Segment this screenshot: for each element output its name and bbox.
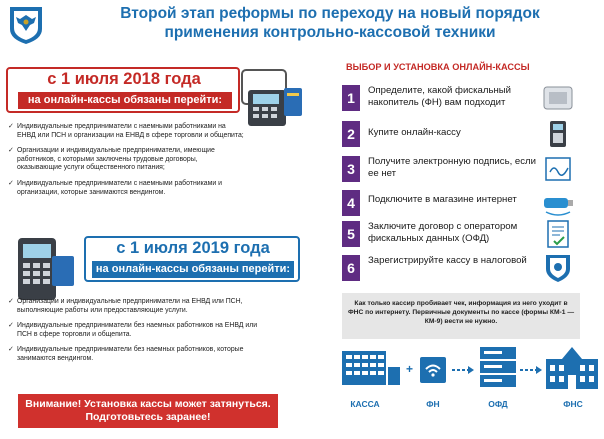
warning-line-2: Подготовьтесь заранее! (85, 411, 211, 423)
payment-terminal-icon (10, 236, 76, 304)
flow-label-fns: ФНС (563, 399, 583, 409)
step-text: Подключите в магазине интернет (368, 194, 517, 205)
server-icon (480, 347, 516, 387)
step-3 (342, 154, 600, 184)
list-item: ✓ Индивидуальные предприниматели с наемными работниками и организации, которые занимаются вендингом. (8, 180, 244, 197)
list-2019 (8, 298, 270, 371)
signature-icon (540, 154, 576, 184)
date-2019: с 1 июля 2019 года (116, 239, 270, 257)
step-number: 3 (342, 156, 360, 182)
cash-register-icon (540, 119, 576, 149)
fn-wifi-icon (420, 357, 446, 383)
contract-icon (540, 219, 576, 249)
list-item: ✓ Индивидуальные предприниматели без наемных работников, которые занимаются вендингом. (8, 346, 270, 363)
step-text: Определите, какой фискальный накопитель (ФН) вам подходит (368, 85, 511, 108)
page-title (60, 4, 600, 42)
register-icon (342, 351, 386, 385)
step-5 (342, 219, 600, 249)
info-box: Как только кассир пробивает чек, информация из него уходит в ФНС по интернету. Первичные документы по кассе (формы КМ-1 — КМ-9) вести не нужно. (342, 293, 580, 339)
date-2018-subtitle: на онлайн-кассы обязаны перейти: (18, 92, 232, 109)
title-line-1: Второй этап реформы по переходу на новый порядок (120, 5, 540, 22)
title-line-2: применения контрольно-кассовой техники (164, 24, 496, 41)
step-1 (342, 83, 600, 113)
step-text: Зарегистрируйте кассу в налоговой (368, 255, 527, 266)
flow-label-ofd: ОФД (488, 399, 508, 409)
flow-label-kassa: КАССА (350, 399, 380, 409)
steps-title: ВЫБОР И УСТАНОВКА ОНЛАЙН-КАССЫ (346, 62, 530, 72)
step-number: 5 (342, 221, 360, 247)
step-text: Получите электронную подпись, если ее нет (368, 156, 536, 179)
usb-modem-icon (540, 188, 576, 218)
date-2018: с 1 июля 2018 года (47, 70, 201, 88)
warning-line-1: Внимание! Установка кассы может затянуться. (25, 398, 271, 410)
list-item: ✓ Организации и индивидуальные предприниматели, имеющие работников, с которыми заключены трудовые договоры, оказывающие услуги общественного питания; (8, 147, 244, 173)
tax-emblem-icon (540, 253, 576, 283)
step-2 (342, 119, 600, 149)
list-item: ✓ Индивидуальные предприниматели без наемных работников на ЕНВД или ПСН в сфере торговли и общепита. (8, 322, 270, 339)
header (0, 0, 604, 48)
list-2018 (8, 123, 244, 204)
payment-terminal-icon (240, 60, 306, 128)
warning-banner (18, 394, 278, 428)
step-4 (342, 188, 600, 218)
step-text: Заключите договор с оператором фискальных данных (ОФД) (368, 221, 518, 244)
flow-diagram (340, 345, 602, 431)
flow-label-fn: ФН (426, 399, 440, 409)
step-6 (342, 253, 600, 283)
step-number: 6 (342, 255, 360, 281)
step-text: Купите онлайн-кассу (368, 127, 461, 138)
arrow-head-2 (536, 366, 542, 374)
step-number: 1 (342, 85, 360, 111)
step-number: 4 (342, 190, 360, 216)
plus-icon: + (406, 362, 414, 376)
fiscal-drive-icon (540, 83, 576, 113)
arrow-head-1 (468, 366, 474, 374)
list-item: ✓ Индивидуальные предприниматели с наемными работниками на ЕНВД или ПСН и организации на ЕНВД в сфере торговли и общепита; (8, 123, 244, 140)
list-item: ✓ Организации и индивидуальные предприниматели на ЕНВД или ПСН, выполняющие работы или предоставляющие услуги. (8, 298, 270, 315)
government-building-icon (546, 347, 598, 389)
step-number: 2 (342, 121, 360, 147)
eagle-emblem-icon (6, 3, 46, 45)
receipt-printer-icon (388, 367, 400, 385)
date-2019-subtitle: на онлайн-кассы обязаны перейти: (92, 261, 294, 278)
